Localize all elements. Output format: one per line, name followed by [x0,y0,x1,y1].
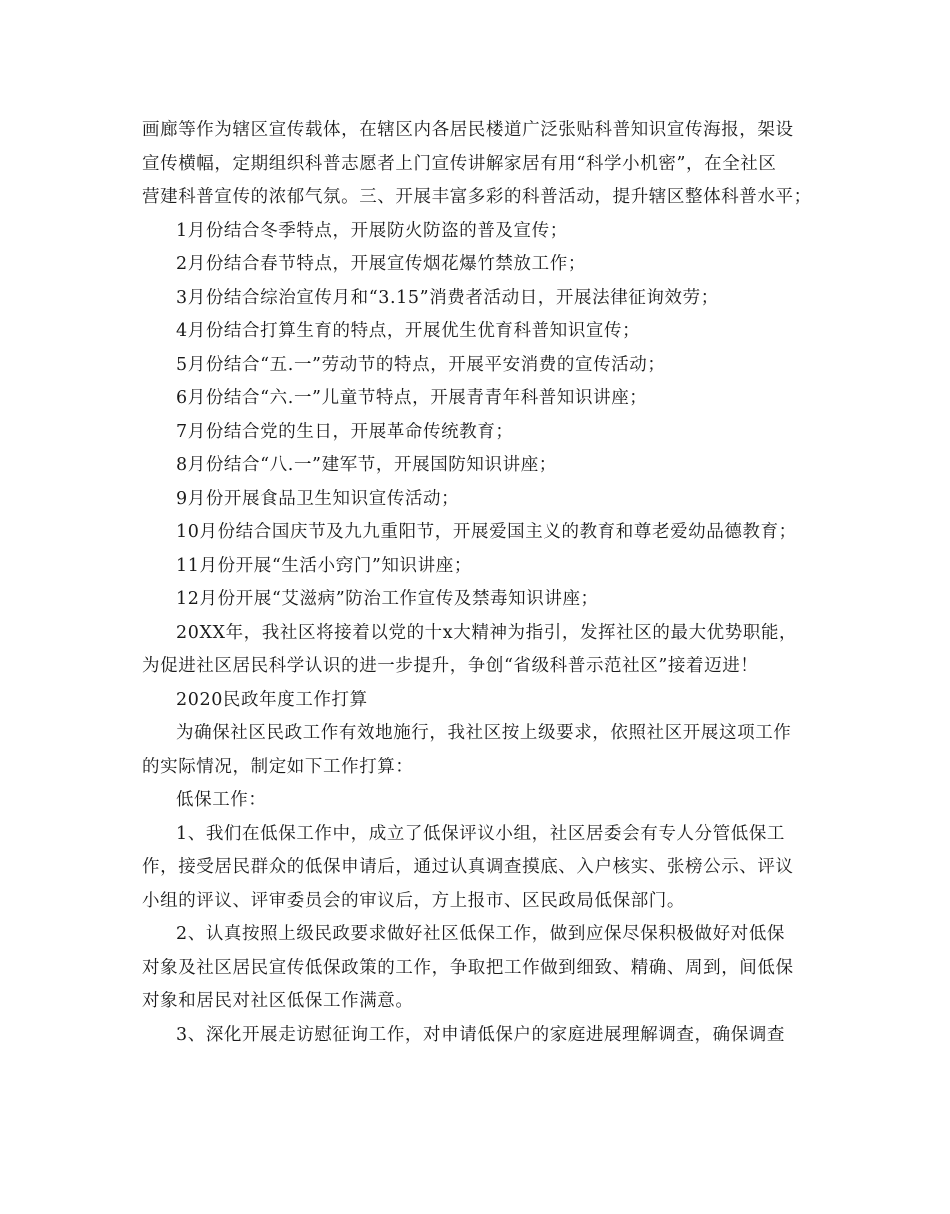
text-line: 2、认真按照上级民政要求做好社区低保工作，做到应保尽保积极做好对低保 [176,924,786,944]
text-line: 9月份开展食品卫生知识宣传活动； [176,488,460,509]
text-line: 3、深化开展走访慰征询工作，对申请低保户的家庭进展理解调查，确保调查 [176,1024,786,1045]
text-line: 10月份结合国庆节及九九重阳节，开展爱国主义的教育和尊老爱幼品德教育； [176,522,797,542]
text-line: 3月份结合综治宣传月和“3.15”消费者活动日，开展法律征询效劳； [176,287,719,308]
text-line: 为促进社区居民科学认识的进一步提升，争创“省级科普示范社区”接着迈进！ [142,656,759,676]
text-line: 1、我们在低保工作中，成立了低保评议小组，社区居委会有专人分管低保工 [176,823,786,844]
text-line: 2020民政年度工作打算 [176,689,368,710]
text-line: 12月份开展“艾滋病”防治工作宣传及禁毒知识讲座； [176,589,599,609]
text-line: 小组的评议、评审委员会的审议后，方上报市、区民政局低保部门。 [142,890,685,911]
text-line: 2月份结合春节特点，开展宣传烟花爆竹禁放工作； [176,254,586,274]
text-line: 7月份结合党的生日，开展革命传统教育； [176,421,514,442]
text-line: 的实际情况，制定如下工作打算： [142,756,414,777]
text-line: 4月份结合打算生育的特点，开展优生优育科普知识宣传； [176,321,641,341]
text-line: 6月份结合“六.一”儿童节特点，开展青青年科普知识讲座； [176,388,648,408]
text-line: 8月份结合“八.一”建军节，开展国防知识讲座； [176,455,557,475]
text-line: 5月份结合“五.一”劳动节的特点，开展平安消费的宣传活动； [176,354,666,375]
text-line: 20XX年，我社区将接着以党的十x大精神为指引，发挥社区的最大优势职能， [176,622,798,643]
text-line: 营建科普宣传的浓郁气氛。三、开展丰富多彩的科普活动，提升辖区整体科普水平； [142,187,812,207]
text-line: 宣传横幅，定期组织科普志愿者上门宣传讲解家居有用“科学小机密”，在全社区 [142,153,777,174]
text-line: 画廊等作为辖区宣传载体，在辖区内各居民楼道广泛张贴科普知识宣传海报，架设 [142,120,794,140]
text-line: 1月份结合冬季特点，开展防火防盗的普及宣传； [176,220,568,241]
text-line: 对象及社区居民宣传低保政策的工作，争取把工作做到细致、精确、周到，间低保 [142,957,794,978]
text-line: 为确保社区民政工作有效地施行，我社区按上级要求，依照社区开展这项工作 [176,723,792,743]
text-line: 低保工作： [176,790,267,810]
text-line: 作，接受居民群众的低保申请后，通过认真调查摸底、入户核实、张榜公示、评议 [142,857,794,877]
text-line: 11月份开展“生活小窍门”知识讲座； [176,555,472,576]
document-body [142,114,822,1052]
text-line: 对象和居民对社区低保工作满意。 [142,991,414,1011]
